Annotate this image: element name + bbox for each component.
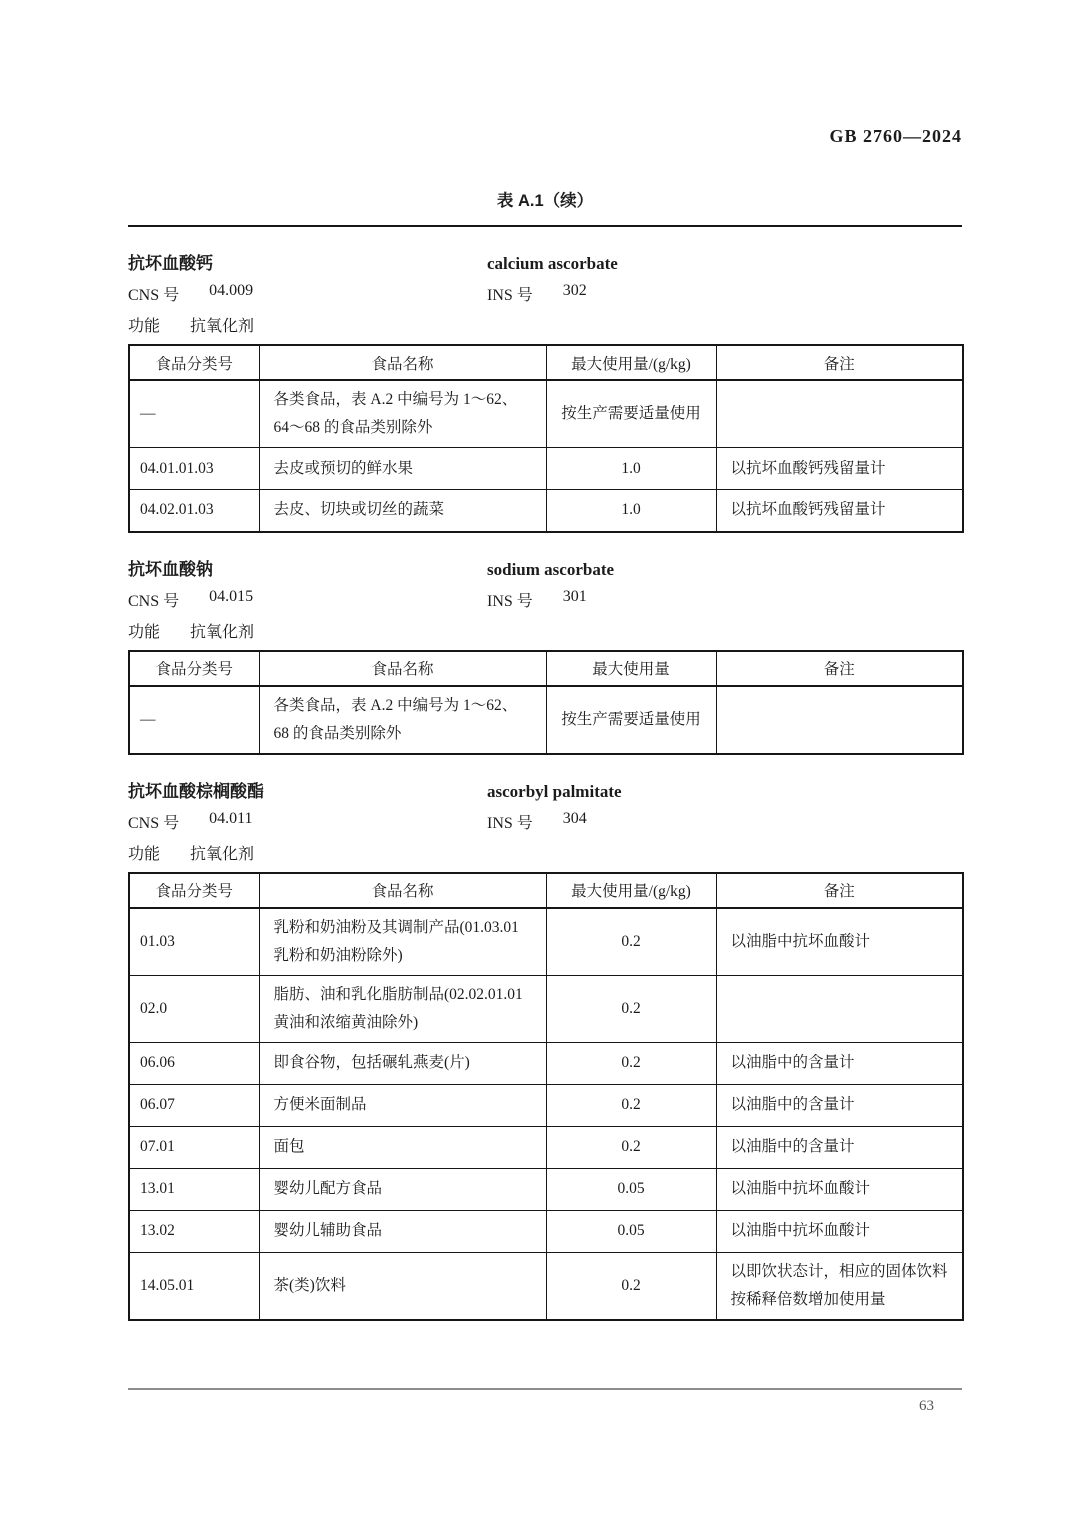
additive-name-row	[128, 555, 962, 580]
food-name-cell: 方便米面制品	[259, 1084, 546, 1126]
max-use-cell: 1.0	[546, 490, 716, 532]
food-name-cell: 各类食品，表 A.2 中编号为 1～62、68 的食品类别除外	[259, 686, 546, 754]
food-name-cell: 脂肪、油和乳化脂肪制品(02.02.01.01 黄油和浓缩黄油除外)	[259, 975, 546, 1042]
usage-table	[128, 344, 964, 533]
additive-codes-row	[128, 588, 962, 611]
max-use-cell: 0.05	[546, 1210, 716, 1252]
food-category-cell: 06.07	[129, 1084, 259, 1126]
col-header-food-category: 食品分类号	[129, 345, 259, 380]
col-header-max-use: 最大使用量	[546, 651, 716, 686]
remark-cell: 以油脂中的含量计	[716, 1084, 963, 1126]
col-header-food-category: 食品分类号	[129, 651, 259, 686]
ins-label: INS 号	[487, 287, 533, 304]
col-header-max-use: 最大使用量/(g/kg)	[546, 345, 716, 380]
max-use-cell: 0.2	[546, 1042, 716, 1084]
food-name-cell: 各类食品，表 A.2 中编号为 1～62、64～68 的食品类别除外	[259, 380, 546, 448]
ins-label: INS 号	[487, 592, 533, 610]
additive-section-calcium-ascorbate	[128, 249, 962, 533]
ins-field	[487, 810, 962, 833]
function-field	[128, 841, 487, 864]
food-name-cell: 乳粉和奶油粉及其调制产品(01.03.01 乳粉和奶油粉除外)	[259, 908, 546, 976]
cns-field	[128, 588, 487, 611]
food-name-cell: 婴幼儿辅助食品	[259, 1210, 546, 1252]
remark-cell: 以油脂中的含量计	[716, 1126, 963, 1168]
additive-name-row	[128, 777, 962, 802]
table-row	[129, 975, 963, 1042]
standard-number: GB 2760—2024	[829, 126, 962, 146]
food-name-cell: 茶(类)饮料	[259, 1252, 546, 1320]
remark-cell	[716, 975, 963, 1042]
additive-name-en: ascorbyl palmitate	[487, 781, 622, 801]
table-continuation-title: 表 A.1（续）	[496, 192, 594, 210]
remark-cell: 以即饮状态计，相应的固体饮料按稀释倍数增加使用量	[716, 1252, 963, 1320]
max-use-cell: 0.2	[546, 1252, 716, 1320]
max-use-cell: 0.2	[546, 975, 716, 1042]
table-row	[129, 1084, 963, 1126]
food-category-cell: 01.03	[129, 908, 259, 976]
food-category-cell: 07.01	[129, 1126, 259, 1168]
food-category-cell: 02.0	[129, 975, 259, 1042]
ins-value: 304	[562, 809, 587, 827]
remark-cell: 以油脂中抗坏血酸计	[716, 1210, 963, 1252]
table-row	[129, 1210, 963, 1252]
additive-name-en: calcium ascorbate	[487, 254, 618, 273]
cns-field	[128, 810, 487, 833]
food-category-cell: 13.01	[129, 1168, 259, 1210]
food-category-cell: —	[129, 380, 259, 448]
col-header-food-name: 食品名称	[259, 345, 546, 380]
max-use-cell: 0.2	[546, 1126, 716, 1168]
ins-field	[487, 588, 962, 611]
cns-label: CNS 号	[128, 592, 180, 610]
remark-cell	[716, 686, 963, 754]
function-value: 抗氧化剂	[190, 318, 255, 335]
max-use-cell: 按生产需要适量使用	[546, 380, 716, 448]
page-footer	[128, 1388, 962, 1415]
max-use-cell: 0.2	[546, 908, 716, 976]
table-row	[129, 380, 963, 448]
function-label: 功能	[128, 623, 161, 641]
food-name-cell: 婴幼儿配方食品	[259, 1168, 546, 1210]
additive-name-row	[128, 249, 962, 274]
usage-table	[128, 872, 964, 1321]
max-use-cell: 按生产需要适量使用	[546, 686, 716, 754]
additive-name-zh: 抗坏血酸钙	[128, 254, 213, 273]
cns-label: CNS 号	[128, 814, 180, 832]
function-value: 抗氧化剂	[190, 623, 255, 641]
table-row	[129, 1252, 963, 1320]
function-label: 功能	[128, 845, 161, 863]
table-row	[129, 686, 963, 754]
table-row	[129, 448, 963, 490]
food-category-cell: 13.02	[129, 1210, 259, 1252]
food-category-cell: 04.02.01.03	[129, 490, 259, 532]
table-row	[129, 1042, 963, 1084]
col-header-remark: 备注	[716, 345, 963, 380]
col-header-food-name: 食品名称	[259, 651, 546, 686]
food-name-cell: 去皮、切块或切丝的蔬菜	[259, 490, 546, 532]
function-field	[128, 313, 487, 336]
food-name-cell: 面包	[259, 1126, 546, 1168]
ins-field	[487, 282, 962, 305]
function-field	[128, 619, 487, 642]
max-use-cell: 0.05	[546, 1168, 716, 1210]
ins-value: 302	[562, 282, 587, 299]
page-content	[128, 0, 962, 1321]
remark-cell: 以抗坏血酸钙残留量计	[716, 448, 963, 490]
food-name-cell: 即食谷物，包括碾轧燕麦(片)	[259, 1042, 546, 1084]
remark-cell	[716, 380, 963, 448]
additive-codes-row	[128, 810, 962, 833]
footer-rule	[128, 1388, 962, 1390]
food-category-cell: —	[129, 686, 259, 754]
table-row	[129, 1168, 963, 1210]
cns-label: CNS 号	[128, 287, 180, 304]
remark-cell: 以油脂中抗坏血酸计	[716, 1168, 963, 1210]
col-header-remark: 备注	[716, 873, 963, 908]
food-category-cell: 14.05.01	[129, 1252, 259, 1320]
additive-section-ascorbyl-palmitate	[128, 777, 962, 1321]
additive-name-zh: 抗坏血酸棕榈酸酯	[128, 781, 264, 801]
page-number: 63	[919, 1398, 934, 1414]
cns-value: 04.009	[209, 282, 254, 299]
table-header-row	[129, 651, 963, 686]
remark-cell: 以抗坏血酸钙残留量计	[716, 490, 963, 532]
max-use-cell: 1.0	[546, 448, 716, 490]
ins-value: 301	[562, 587, 587, 605]
food-category-cell: 04.01.01.03	[129, 448, 259, 490]
header-rule	[128, 225, 962, 227]
additive-section-sodium-ascorbate	[128, 555, 962, 755]
function-label: 功能	[128, 318, 161, 335]
usage-table	[128, 650, 964, 755]
col-header-max-use: 最大使用量/(g/kg)	[546, 873, 716, 908]
additive-function-row	[128, 841, 962, 864]
col-header-food-category: 食品分类号	[129, 873, 259, 908]
remark-cell: 以油脂中抗坏血酸计	[716, 908, 963, 976]
food-name-cell: 去皮或预切的鲜水果	[259, 448, 546, 490]
remark-cell: 以油脂中的含量计	[716, 1042, 963, 1084]
col-header-food-name: 食品名称	[259, 873, 546, 908]
table-header-row	[129, 345, 963, 380]
table-row	[129, 490, 963, 532]
max-use-cell: 0.2	[546, 1084, 716, 1126]
ins-label: INS 号	[487, 814, 533, 832]
additive-function-row	[128, 313, 962, 336]
col-header-remark: 备注	[716, 651, 963, 686]
table-header-row	[129, 873, 963, 908]
additive-name-zh: 抗坏血酸钠	[128, 559, 213, 579]
additive-function-row	[128, 619, 962, 642]
cns-value: 04.015	[209, 587, 254, 605]
additive-codes-row	[128, 282, 962, 305]
food-category-cell: 06.06	[129, 1042, 259, 1084]
table-row	[129, 1126, 963, 1168]
cns-field	[128, 282, 487, 305]
table-row	[129, 908, 963, 976]
function-value: 抗氧化剂	[190, 845, 255, 863]
cns-value: 04.011	[209, 809, 253, 827]
additive-name-en: sodium ascorbate	[487, 559, 615, 579]
